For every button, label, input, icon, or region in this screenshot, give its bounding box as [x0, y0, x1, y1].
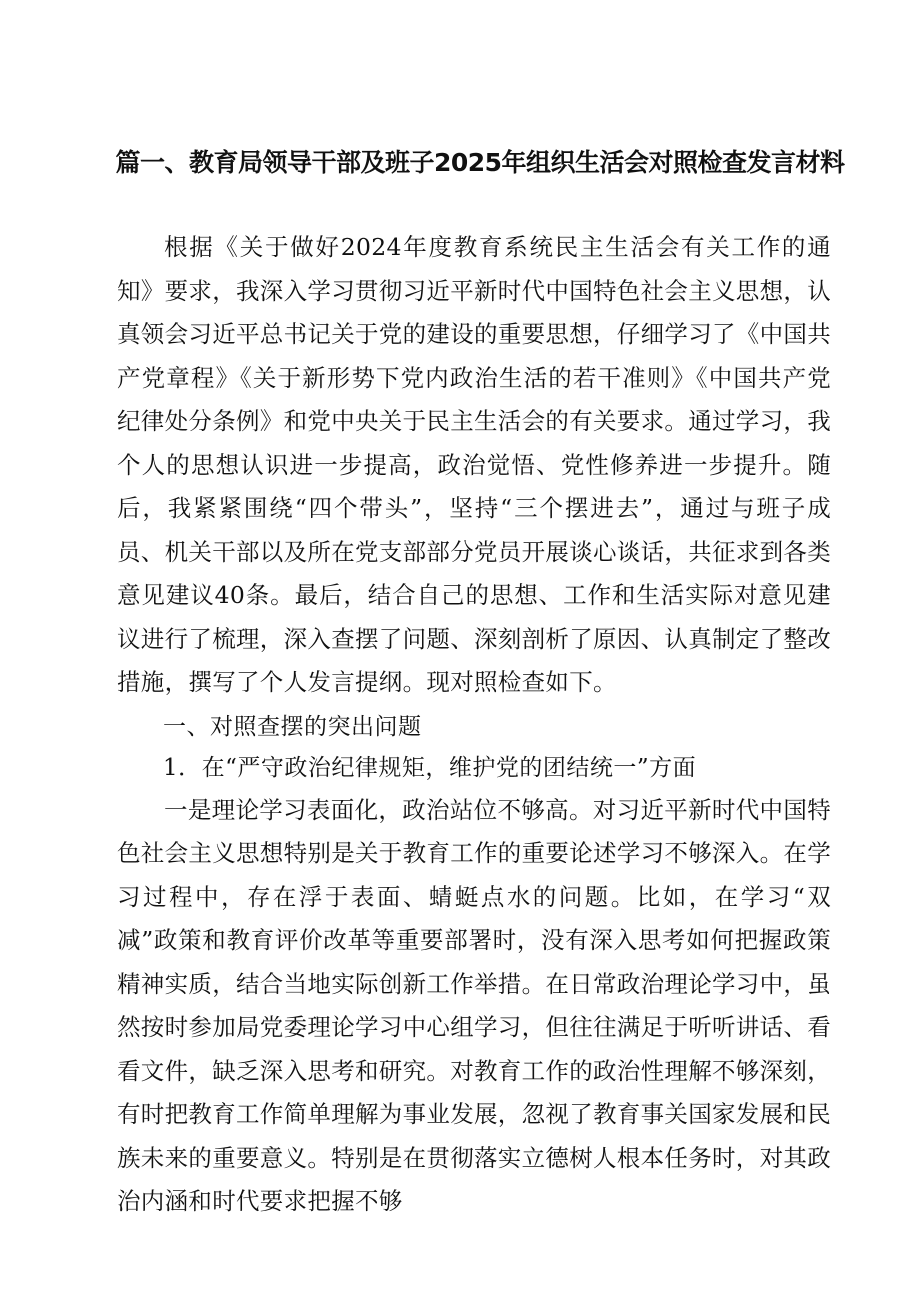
document-body	[117, 226, 831, 1224]
intro-paragraph: 根据《关于做好2024年度教育系统民主生活会有关工作的通知》要求，我深入学习贯彻习近平新时代中国特色社会主义思想，认真领会习近平总书记关于党的建设的重要思想，仔细学习了《中国共产党章程》《关于新形势下党内政治生活的若干准则》《中国共产党纪律处分条例》和党中央关于民主生活会的有关要求。通过学习，我个人的思想认识进一步提高，政治觉悟、党性修养进一步提升。随后，我紧紧围绕“四个带头”，坚持“三个摆进去”，通过与班子成员、机关干部以及所在党支部部分党员开展谈心谈话，共征求到各类意见建议40条。最后，结合自己的思想、工作和生活实际对意见建议进行了梳理，深入查摆了问题、深刻剖析了原因、认真制定了整改措施，撰写了个人发言提纲。现对照检查如下。	[117, 233, 831, 696]
point-paragraph: 一是理论学习表面化，政治站位不够高。对习近平新时代中国特色社会主义思想特别是关于教育工作的重要论述学习不够深入。在学习过程中，存在浮于表面、蜻蜓点水的问题。比如，在学习“双减”政策和教育评价改革等重要部署时，没有深入思考如何把握政策精神实质，结合当地实际创新工作举措。在日常政治理论学习中，虽然按时参加局党委理论学习中心组学习，但往往满足于听听讲话、看看文件，缺乏深入思考和研究。对教育工作的政治性理解不够深刻，有时把教育工作简单理解为事业发展，忽视了教育事关国家发展和民族未来的重要意义。特别是在贯彻落实立德树人根本任务时，对其政治内涵和时代要求把握不够	[117, 795, 831, 1215]
section-heading: 一、对照查摆的突出问题	[163, 713, 422, 740]
subsection-heading: 1．在“严守政治纪律规矩，维护党的团结统一”方面	[163, 754, 697, 781]
document-title: 篇一、教育局领导干部及班子2025年组织生活会对照检查发言材料	[115, 148, 845, 177]
